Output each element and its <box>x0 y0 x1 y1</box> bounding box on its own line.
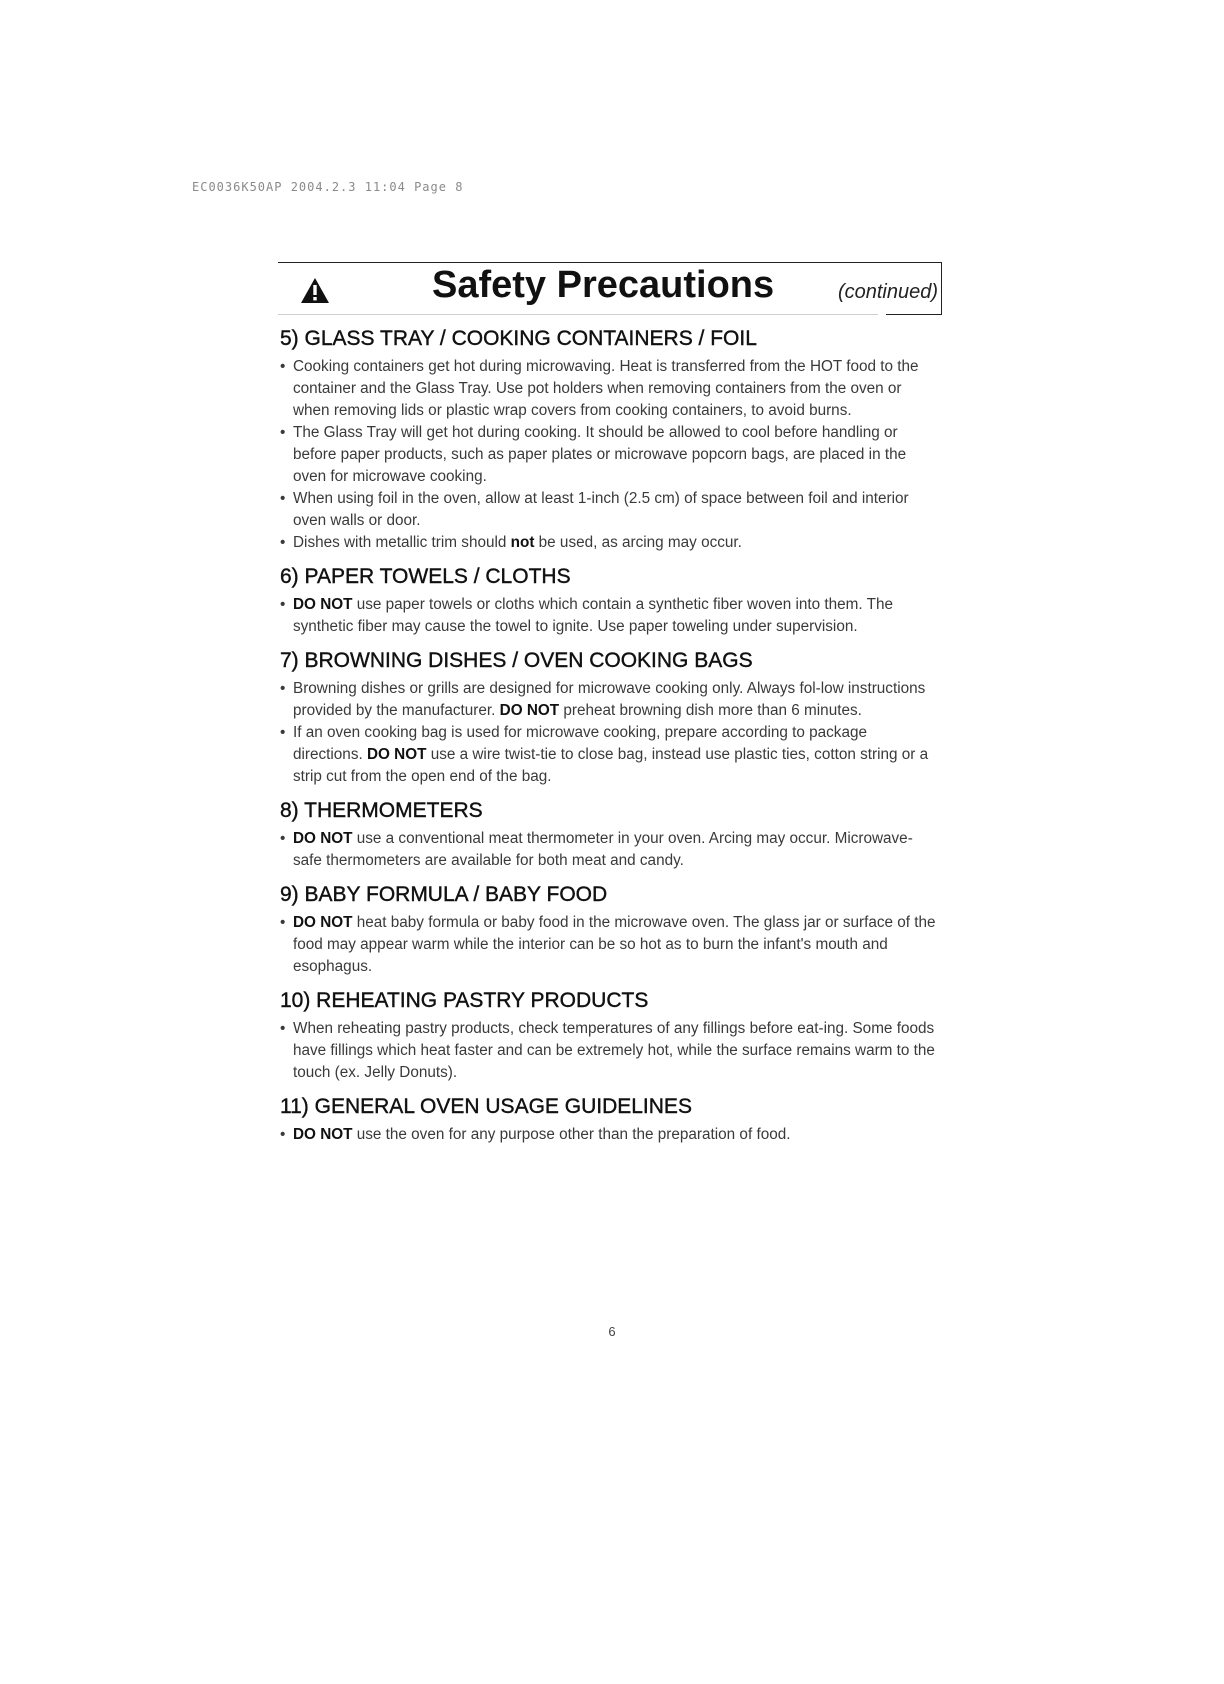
print-header: EC0036K50AP 2004.2.3 11:04 Page 8 <box>192 180 464 194</box>
warning-triangle-icon <box>300 277 330 304</box>
bullet-item: • DO NOT use paper towels or cloths which contain a synthetic fiber woven into them. The synthetic fiber may cause the towel to ignite. Use paper toweling under supervision. <box>280 594 940 638</box>
bullet-list <box>280 1124 940 1146</box>
bullet-list <box>280 594 940 638</box>
title-bar-faint-rule <box>278 314 878 315</box>
bullet-item: • DO NOT heat baby formula or baby food in the microwave oven. The glass jar or surface of the food may appear warm while the interior can be so hot as to burn the infant's mouth and esophagus. <box>280 912 940 978</box>
section-heading: 7) BROWNING DISHES / OVEN COOKING BAGS <box>280 649 753 672</box>
bullet-item: • When reheating pastry products, check temperatures of any fillings before eat-ing. Some foods have fillings which heat faster and can be extremely hot, while the surface remains warm to the touch (ex. Jelly Donuts). <box>280 1018 940 1084</box>
precautions-content <box>280 326 940 1156</box>
section <box>280 564 940 638</box>
bullet-item: • When using foil in the oven, allow at least 1-inch (2.5 cm) of space between foil and interior oven walls or door. <box>280 488 940 532</box>
title-bar-bottom-rule <box>886 314 942 316</box>
section <box>280 988 940 1084</box>
bullet-list <box>280 912 940 978</box>
title-bar <box>278 262 942 315</box>
section-heading: 5) GLASS TRAY / COOKING CONTAINERS / FOIL <box>280 327 757 350</box>
bullet-item: • If an oven cooking bag is used for microwave cooking, prepare according to package directions. DO NOT use a wire twist-tie to close bag, instead use plastic ties, cotton string or a strip cut from the open end of the bag. <box>280 722 940 788</box>
section <box>280 882 940 978</box>
bullet-item: • Cooking containers get hot during microwaving. Heat is transferred from the HOT food to the container and the Glass Tray. Use pot holders when removing containers from the oven or when removing lids or plastic wrap covers from cooking containers, to avoid burns. <box>280 356 940 422</box>
section-heading: 10) REHEATING PASTRY PRODUCTS <box>280 989 649 1012</box>
section <box>280 326 940 554</box>
page-subtitle: (continued) <box>837 281 938 303</box>
bullet-item: • The Glass Tray will get hot during cooking. It should be allowed to cool before handling or before paper products, such as paper plates or microwave popcorn bags, are placed in the oven for microwave cooking. <box>280 422 940 488</box>
bullet-list <box>280 678 940 788</box>
bullet-item: • Dishes with metallic trim should not be used, as arcing may occur. <box>280 532 940 554</box>
bullet-list <box>280 356 940 554</box>
title-bar-right-edge <box>941 263 943 315</box>
section <box>280 1094 940 1146</box>
bullet-item: • DO NOT use a conventional meat thermometer in your oven. Arcing may occur. Microwave-safe thermometers are available for both meat and candy. <box>280 828 940 872</box>
page-number: 6 <box>608 1324 616 1339</box>
bullet-item: • Browning dishes or grills are designed for microwave cooking only. Always fol-low instructions provided by the manufacturer. DO NOT preheat browning dish more than 6 minutes. <box>280 678 940 722</box>
section <box>280 648 940 788</box>
section-heading: 8) THERMOMETERS <box>280 799 483 822</box>
bullet-item: • DO NOT use the oven for any purpose other than the preparation of food. <box>280 1124 940 1146</box>
section-heading: 6) PAPER TOWELS / CLOTHS <box>280 565 571 588</box>
bullet-list <box>280 1018 940 1084</box>
page-title: Safety Precautions <box>432 264 775 306</box>
section <box>280 798 940 872</box>
section-heading: 11) GENERAL OVEN USAGE GUIDELINES <box>280 1095 692 1118</box>
section-heading: 9) BABY FORMULA / BABY FOOD <box>280 883 608 906</box>
bullet-list <box>280 828 940 872</box>
